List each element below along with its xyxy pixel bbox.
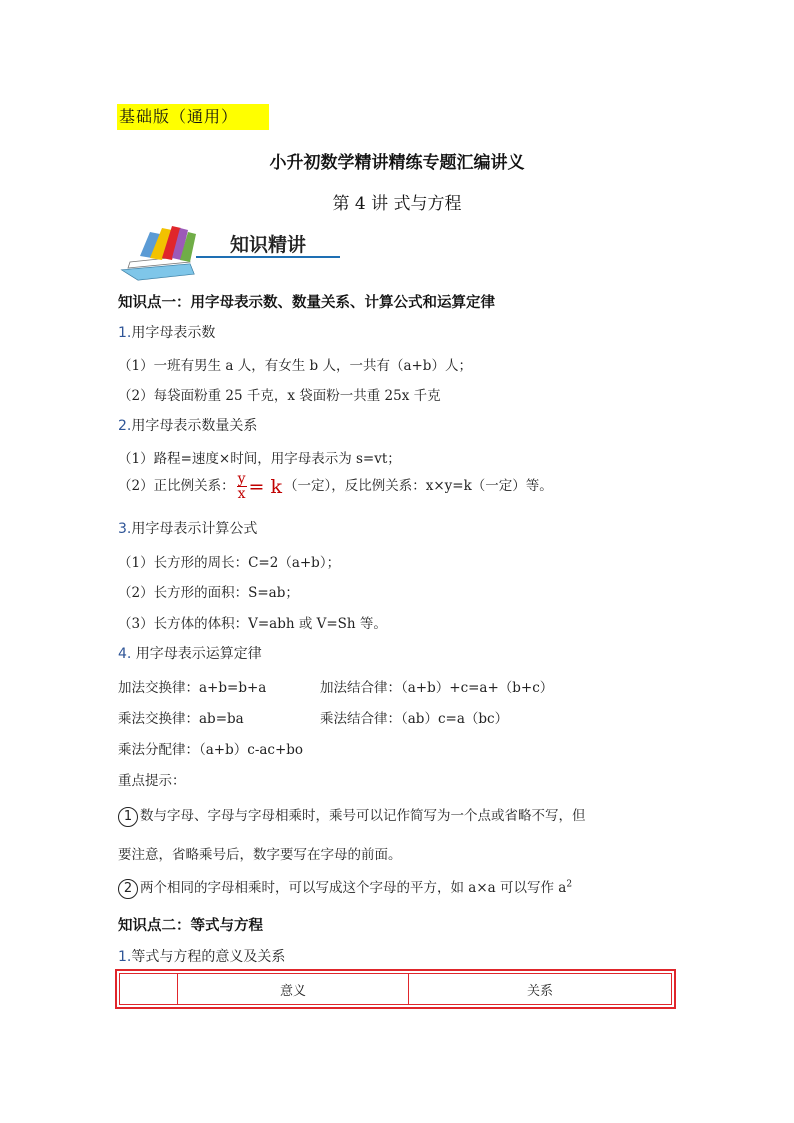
section-number: 1. — [118, 949, 132, 965]
lecture-title: 第 4 讲 式与方程 — [332, 194, 462, 214]
law-multiplicative-commutative: 乘法交换律：ab=ba — [118, 711, 244, 727]
law-additive-associative: 加法结合律：（a+b）+c=a+（b+c） — [320, 680, 554, 696]
table-header-row — [120, 974, 672, 1005]
section-number: 1. — [118, 325, 132, 341]
proportion-line — [118, 472, 553, 501]
superscript: 2 — [566, 879, 573, 890]
section-title: 用字母表示数 — [131, 325, 216, 341]
section-1-heading — [118, 322, 215, 342]
tip-text: 两个相同的字母相乘时，可以写成这个字母的平方，如 a×a 可以写作 a — [140, 880, 567, 896]
section-title: 用字母表示运算定律 — [131, 646, 262, 662]
table-header-cell — [120, 974, 178, 1005]
tip-2 — [118, 876, 572, 899]
edition-tag: 基础版（通用） — [117, 104, 269, 130]
section-4-heading — [118, 643, 262, 663]
section-title: 等式与方程的意义及关系 — [131, 949, 286, 965]
section-2-heading — [118, 415, 257, 435]
text-line: （2）每袋面粉重 25 千克，x 袋面粉一共重 25x 千克 — [118, 388, 441, 404]
text-line: （3）长方体的体积：V=abh 或 V=Sh 等。 — [118, 616, 387, 632]
definition-table — [115, 969, 676, 1009]
section-title: 用字母表示数量关系 — [131, 418, 258, 434]
document-title: 小升初数学精讲精练专题汇编讲义 — [269, 153, 525, 173]
law-multiplicative-associative: 乘法结合律：（ab）c=a（bc） — [320, 711, 509, 727]
knowledge-point-1-heading: 知识点一：用字母表示数、数量关系、计算公式和运算定律 — [118, 295, 495, 311]
section-number: 4. — [118, 646, 132, 662]
law-additive-commutative: 加法交换律：a+b=b+a — [118, 680, 267, 696]
section-number: 3. — [118, 521, 132, 537]
kp2-section-1-heading — [118, 946, 285, 966]
banner-underline — [196, 256, 340, 258]
circled-number: 2 — [118, 879, 138, 899]
text-prefix: （2）正比例关系： — [118, 478, 235, 494]
equals-k: = k — [248, 475, 282, 498]
tip-text: 数与字母、字母与字母相乘时，乘号可以记作简写为一个点或省略不写，但 — [140, 808, 586, 824]
section-number: 2. — [118, 418, 132, 434]
denominator: x — [237, 486, 246, 502]
numerator: y — [237, 471, 246, 487]
knowledge-point-2-heading: 知识点二：等式与方程 — [118, 918, 263, 934]
section-title: 用字母表示计算公式 — [131, 521, 258, 537]
banner-title: 知识精讲 — [230, 234, 307, 256]
text-line: （1）一班有男生 a 人，有女生 b 人，一共有（a+b）人； — [118, 358, 472, 374]
text-line: （1）长方形的周长：C=2（a+b）； — [118, 555, 341, 571]
table-header-cell: 意义 — [178, 974, 409, 1005]
tip-1-line-2: 要注意，省略乘号后，数字要写在字母的前面。 — [118, 847, 402, 863]
text-suffix: （一定），反比例关系：x×y=k（一定）等。 — [284, 478, 553, 494]
text-line: （1）路程=速度×时间，用字母表示为 s=vt； — [118, 451, 401, 467]
table-header-cell: 关系 — [409, 974, 672, 1005]
fraction — [237, 472, 247, 501]
text-line: （2）长方形的面积：S=ab； — [118, 585, 299, 601]
circled-number: 1 — [118, 807, 138, 827]
tip-1-line-1 — [118, 804, 586, 827]
law-distributive: 乘法分配律：（a+b）c-ac+bo — [118, 742, 304, 758]
table — [119, 973, 672, 1005]
tips-heading: 重点提示： — [118, 773, 186, 789]
section-3-heading — [118, 518, 257, 538]
